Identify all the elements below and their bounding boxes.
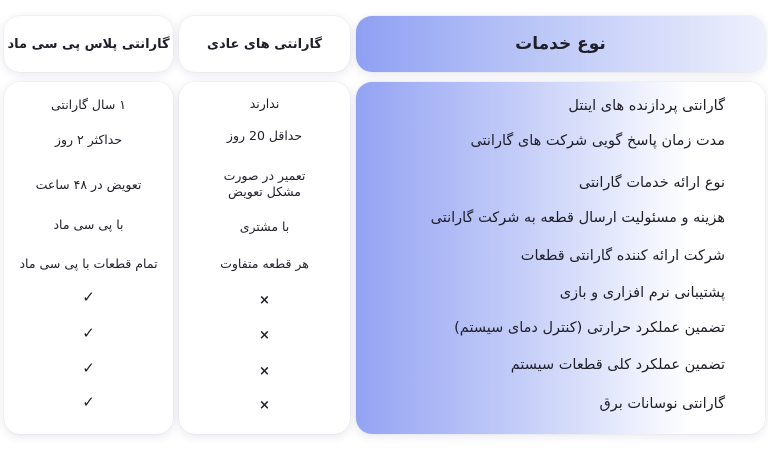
row-label: نوع ارائه خدمات گارانتی (578, 175, 725, 191)
plus-cell: تعویض در ۴۸ ساعت (35, 177, 142, 192)
normal-cell: حداقل 20 روز (226, 128, 303, 143)
normal-cell: هر قطعه متفاوت (220, 256, 309, 271)
row-label: پشتیبانی نرم افزاری و بازی (559, 285, 725, 301)
check-icon: ✓ (82, 324, 95, 342)
header-normal-label: گارانتی های عادی (207, 36, 322, 52)
row-label: شرکت ارائه کننده گارانتی قطعات (520, 248, 725, 264)
row-label: تضمین عملکرد کلی قطعات سیستم (510, 357, 725, 373)
header-plus-label: گارانتی پلاس پی سی ماد (7, 36, 170, 52)
header-plus-warranty (4, 16, 173, 72)
plus-warranty-column (4, 82, 173, 434)
check-icon: ✓ (82, 359, 95, 377)
normal-warranty-column (179, 82, 350, 434)
row-label: تضمین عملکرد حرارتی (کنترل دمای سیستم) (454, 320, 725, 336)
header-normal-warranty (179, 16, 350, 72)
normal-cell: مشکل تعویض (228, 184, 301, 199)
row-label: هزینه و مسئولیت ارسال قطعه به شرکت گارانتی (430, 210, 725, 226)
normal-cell: ندارند (249, 96, 280, 111)
check-icon: ✓ (82, 393, 95, 411)
header-services (356, 16, 765, 72)
plus-cell: ۱ سال گارانتی (51, 97, 126, 112)
row-label: مدت زمان پاسخ گویی شرکت های گارانتی (470, 133, 725, 149)
check-icon: ✓ (82, 288, 95, 306)
header-services-label: نوع خدمات (515, 34, 606, 54)
cross-icon: × (259, 364, 270, 379)
cross-icon: × (259, 328, 270, 343)
services-column (356, 82, 765, 434)
row-label: گارانتی پردازنده های اینتل (568, 98, 725, 114)
cross-icon: × (259, 293, 270, 308)
plus-cell: با پی سی ماد (53, 217, 124, 232)
row-label: گارانتی نوسانات برق (599, 396, 725, 412)
plus-cell: تمام قطعات با پی سی ماد (19, 256, 158, 271)
plus-cell: حداکثر ۲ روز (54, 132, 123, 147)
cross-icon: × (259, 398, 270, 413)
normal-cell: تعمیر در صورت (223, 168, 306, 183)
normal-cell: با مشتری (239, 219, 290, 234)
